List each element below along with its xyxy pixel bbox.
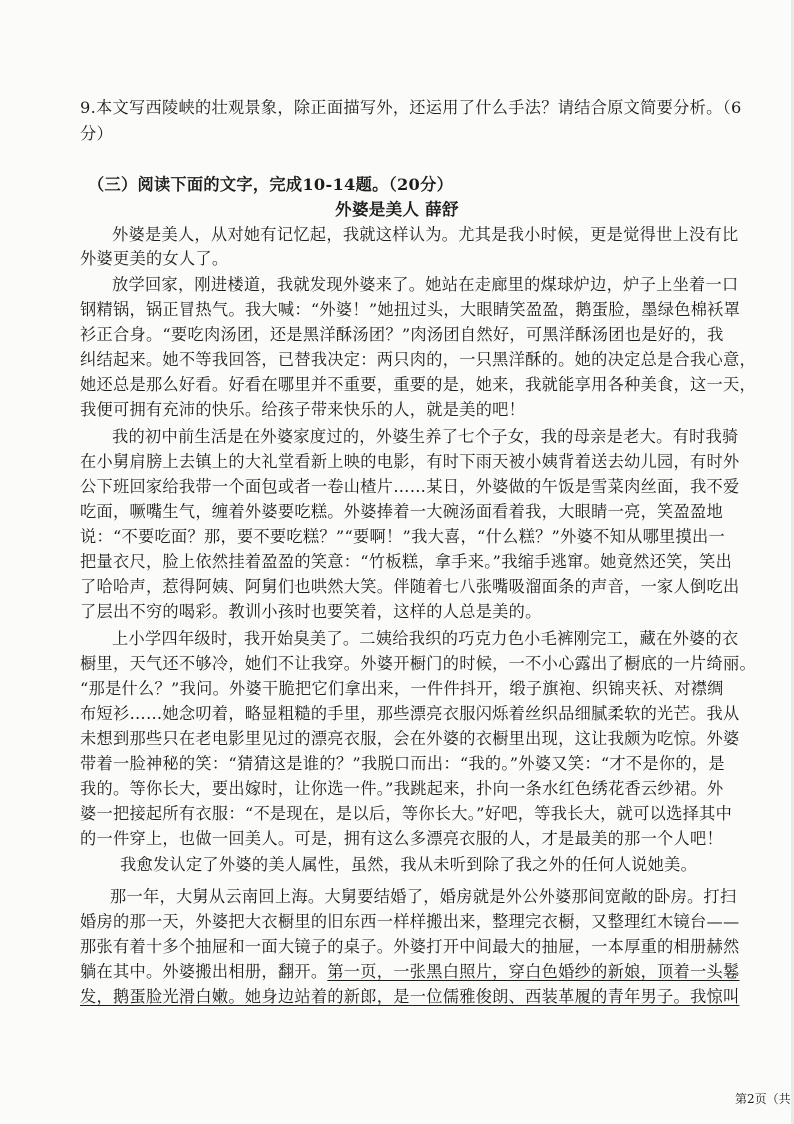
paragraph-line: 布短衫……她念叨着，略显粗糙的手里，那些漂亮衣服闪烁着丝织品细腻柔软的光芒。我从: [80, 704, 740, 723]
paragraph-line: 了层出不穷的喝彩。教训小孩时也要笑着，这样的人总是美的。: [80, 602, 542, 621]
paragraph-line: 那一年，大舅从云南回上海。大舅要结婚了，婚房就是外公外婆那间宽敞的卧房。打扫: [110, 887, 737, 906]
paragraph-line: 婚房的那一天，外婆把大衣橱里的旧东西一样样搬出来，整理完衣橱，又整理红木镜台——: [80, 912, 740, 931]
paragraph-line: 公下班回家给我带一个面包或者一卷山楂片……某日，外婆做的午饭是雪菜肉丝面，我不爱: [80, 477, 740, 496]
paragraph-line: 上小学四年级时，我开始臭美了。二姨给我织的巧克力色小毛裤刚完工，藏在外婆的衣: [112, 629, 739, 648]
paragraph-line: 在小舅肩膀上去镇上的大礼堂看新上映的电影，有时下雨天被小姨背着送去幼儿园，有时外: [80, 452, 740, 471]
paragraph-line: 纠结起来。她不等我回答，已替我决定：两只肉的，一只黑洋酥的。她的决定总是合我心意，: [80, 350, 756, 369]
paragraph-line: 她还总是那么好看。好看在哪里并不重要，重要的是，她来，我就能享用各种美食，这一天，: [80, 375, 756, 394]
paragraph-line: 我的初中前生活是在外婆家度过的，外婆生养了七个子女，我的母亲是老大。有时我骑: [112, 427, 739, 446]
paragraph-line: 我的。等你长大，要出嫁时，让你选一件。”我跳起来，扑向一条水红色绣花香云纱裙。外: [80, 779, 724, 798]
paragraph-line: 婆一把接起所有衣服：“不是现在，是以后，等你长大。”好吧，等我长大，就可以选择其中: [80, 804, 733, 823]
paragraph-line: 说：“不要吃面？那，要不要吃糕？”“要啊！”我大喜，“什么糕？”外婆不知从哪里摸出一: [80, 527, 725, 546]
paragraph-line: 钢精锅，锅正冒热气。我大喊：“外婆！”她扭过头，大眼睛笑盈盈，鹅蛋脸，墨绿色棉袄罩: [80, 300, 741, 319]
plain-text: 躺在其中。外婆搬出相册，翻开。: [80, 962, 328, 981]
paragraph-line-mixed: [80, 961, 792, 983]
paragraph-line: 带着一脸神秘的笑：“猜猜这是谁的？”我脱口而出：“我的。”外婆又笑：“才不是你的，是: [80, 754, 725, 773]
paragraph-line: 了哈哈声，惹得阿姨、阿舅们也哄然大笑。伴随着七八张嘴吸溜面条的声音，一家人倒吃出: [80, 577, 740, 596]
section-heading: （三）阅读下面的文字，完成10-14题。（20分）: [88, 175, 454, 194]
paragraph-line: “那是什么？”我问。外婆干脆把它们拿出来，一件件抖开，缎子旗袍、织锦夹袄、对襟绸: [80, 679, 724, 698]
underlined-line: 发，鹅蛋脸光滑白嫩。她身边站着的新郎，是一位儒雅俊朗、西装革履的青年男子。我惊叫: [80, 987, 740, 1006]
article-title: 外婆是美人 薛舒: [335, 200, 459, 219]
paragraph-line: 吃面，噘嘴生气，缠着外婆要吃糕。外婆捧着一大碗汤面看着我，大眼睛一亮，笑盈盈地: [80, 502, 724, 521]
paragraph-line: 衫正合身。“要吃肉汤团，还是黑洋酥汤团？”肉汤团自然好，可黑洋酥汤团也是好的，我: [80, 325, 724, 344]
paragraph-line: 的一件穿上，也做一回美人。可是，拥有这么多漂亮衣服的人，才是最美的那一个人吧！: [80, 829, 724, 848]
paragraph-line: 橱里，天气还不够冷，她们不让我穿。外婆开橱门的时候，一不小心露出了橱底的一片绮丽。: [80, 654, 756, 673]
question-9-line-1: 9.本文写西陵峡的壮观景象，除正面描写外，还运用了什么手法？请结合原文简要分析。（6: [80, 98, 742, 117]
paragraph-line: 放学回家，刚进楼道，我就发现外婆来了。她站在走廊里的煤球炉边，炉子上坐着一口: [112, 275, 739, 294]
paragraph-line: 我愈发认定了外婆的美人属性，虽然，我从未听到除了我之外的任何人说她美。: [120, 855, 698, 874]
question-9-line-2: 分）: [80, 124, 113, 143]
paragraph-line: 我便可拥有充沛的快乐。给孩子带来快乐的人，就是美的吧！: [80, 400, 526, 419]
page-number: 第2页（共: [735, 1092, 791, 1106]
paragraph-line: 未想到那些只在老电影里见过的漂亮衣服，会在外婆的衣橱里出现，这让我颇为吃惊。外婆: [80, 729, 740, 748]
paragraph-line: 把量衣尺，脸上依然挂着盈盈的笑意：“竹板糕，拿手来。”我缩手逃窜。她竟然还笑，笑出: [80, 552, 733, 571]
underlined-text: 第一页，一张黑白照片，穿白色婚纱的新娘，顶着一头鬈: [327, 962, 740, 981]
paragraph-line: 外婆更美的女人了。: [80, 249, 229, 268]
paragraph-line: 外婆是美人，从对她有记忆起，我就这样认为。尤其是我小时候，更是觉得世上没有比: [112, 225, 739, 244]
paragraph-line: 那张有着十多个抽屉和一面大镜子的桌子。外婆打开中间最大的抽屉，一本厚重的相册赫然: [80, 937, 740, 956]
